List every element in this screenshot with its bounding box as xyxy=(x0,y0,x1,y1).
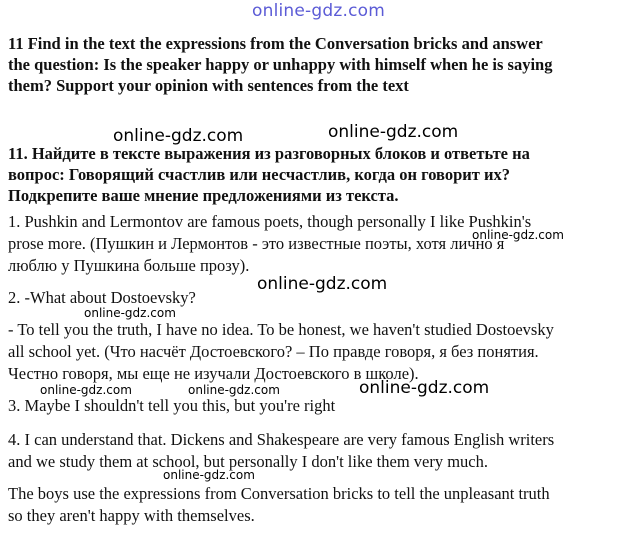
conclusion xyxy=(8,483,620,527)
watermark: online-gdz.com xyxy=(40,383,132,397)
answer-line: 4. I can understand that. Dickens and Shakespeare are very famous English writers xyxy=(8,430,555,449)
task-heading-english xyxy=(8,33,620,96)
answer-line: люблю у Пушкина больше прозу). xyxy=(8,256,250,275)
answer-1 xyxy=(8,211,620,277)
watermark: online-gdz.com xyxy=(113,126,244,146)
watermark: online-gdz.com xyxy=(84,306,176,320)
task-heading-russian xyxy=(8,143,620,206)
answer-line: Честно говоря, мы еще не изучали Достоевского в школе). xyxy=(8,364,419,383)
answer-line: prose more. (Пушкин и Лермонтов - это известные поэты, хотя лично я xyxy=(8,234,505,253)
watermark: online-gdz.com xyxy=(257,274,388,294)
conclusion-line: so they aren't happy with themselves. xyxy=(8,506,255,525)
answer-line: 3. Maybe I shouldn't tell you this, but you're right xyxy=(8,396,336,415)
task-line: 11. Найдите в тексте выражения из разговорных блоков и ответьте на xyxy=(8,144,530,163)
watermark: online-gdz.com xyxy=(188,383,280,397)
task-line: Подкрепите ваше мнение предложениями из текста. xyxy=(8,186,399,205)
answer-2-response xyxy=(8,319,620,385)
watermark-top: online-gdz.com xyxy=(252,1,386,21)
answer-4 xyxy=(8,429,620,473)
task-line: вопрос: Говорящий счастлив или несчастлив, когда он говорит их? xyxy=(8,165,511,184)
answer-3 xyxy=(8,395,620,417)
task-line: 11 Find in the text the expressions from the Conversation bricks and answer xyxy=(8,34,543,53)
task-line: the question: Is the speaker happy or unhappy with himself when he is saying xyxy=(8,55,553,74)
watermark: online-gdz.com xyxy=(163,468,255,482)
watermark: online-gdz.com xyxy=(359,378,490,398)
answer-line: 1. Pushkin and Lermontov are famous poets, though personally I like Pushkin's xyxy=(8,212,532,231)
answer-line: 2. -What about Dostoevsky? xyxy=(8,288,196,307)
watermark: online-gdz.com xyxy=(472,228,564,242)
answer-line: - To tell you the truth, I have no idea. To be honest, we haven't studied Dostoevsky xyxy=(8,320,554,339)
answer-line: all school yet. (Что насчёт Достоевского? – По правде говоря, я без понятия. xyxy=(8,342,539,361)
conclusion-line: The boys use the expressions from Conversation bricks to tell the unpleasant truth xyxy=(8,484,550,503)
answer-2-question xyxy=(8,287,620,309)
watermark: online-gdz.com xyxy=(328,122,459,142)
task-line: them? Support your opinion with sentences from the text xyxy=(8,76,409,95)
answer-line: and we study them at school, but personally I don't like them very much. xyxy=(8,452,488,471)
